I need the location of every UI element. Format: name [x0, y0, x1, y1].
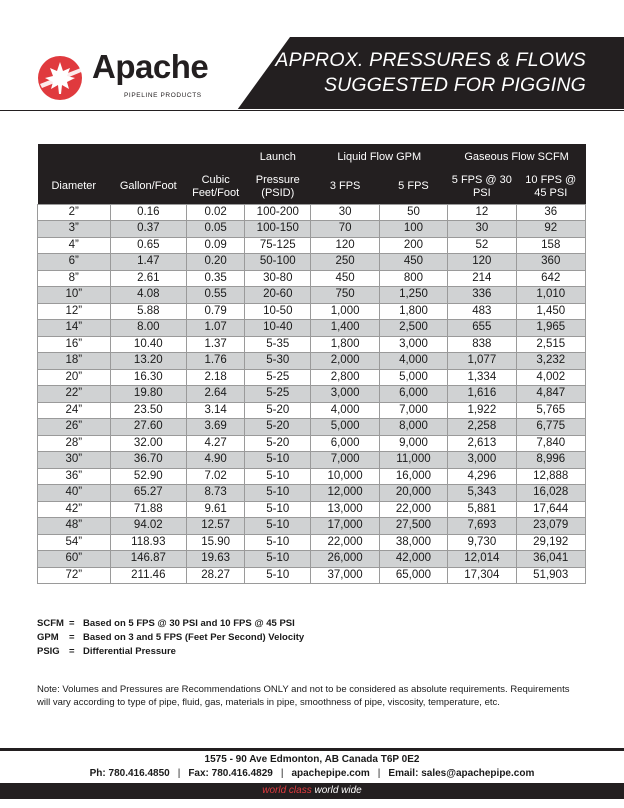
- cell-gas-30psi: 5,881: [448, 501, 516, 518]
- cell-liquid-5fps: 2,500: [379, 320, 447, 337]
- legend-row-psig: [37, 645, 304, 659]
- cell-gas-45psi: 8,996: [516, 452, 585, 469]
- cell-liquid-3fps: 1,400: [311, 320, 379, 337]
- cell-cubic-feet-per-foot: 2.18: [187, 369, 245, 386]
- cell-gallon-per-foot: 13.20: [110, 353, 187, 370]
- cell-cubic-feet-per-foot: 2.64: [187, 386, 245, 403]
- legend-text: Based on 5 FPS @ 30 PSI and 10 FPS @ 45 PSI: [83, 618, 295, 629]
- cell-diameter: 54”: [38, 534, 111, 551]
- cell-liquid-3fps: 70: [311, 221, 379, 238]
- cell-cubic-feet-per-foot: 15.90: [187, 534, 245, 551]
- table-row: [38, 567, 586, 584]
- cell-diameter: 8”: [38, 270, 111, 287]
- cell-liquid-3fps: 22,000: [311, 534, 379, 551]
- cell-diameter: 22”: [38, 386, 111, 403]
- cell-gallon-per-foot: 65.27: [110, 485, 187, 502]
- cell-pressure: 10-50: [245, 303, 311, 320]
- cell-diameter: 16”: [38, 336, 111, 353]
- cell-gallon-per-foot: 71.88: [110, 501, 187, 518]
- cell-liquid-5fps: 27,500: [379, 518, 447, 535]
- footer-separator: |: [177, 768, 181, 779]
- table-row: [38, 402, 586, 419]
- cell-cubic-feet-per-foot: 9.61: [187, 501, 245, 518]
- cell-gallon-per-foot: 0.37: [110, 221, 187, 238]
- cell-gas-45psi: 360: [516, 254, 585, 271]
- column-header-5fps: 5 FPS: [379, 170, 447, 204]
- cell-liquid-3fps: 7,000: [311, 452, 379, 469]
- header-blank: [110, 144, 187, 170]
- cell-gallon-per-foot: 32.00: [110, 435, 187, 452]
- cell-gas-45psi: 6,775: [516, 419, 585, 436]
- cell-liquid-5fps: 22,000: [379, 501, 447, 518]
- cell-pressure: 100-150: [245, 221, 311, 238]
- cell-liquid-5fps: 3,000: [379, 336, 447, 353]
- cell-gallon-per-foot: 94.02: [110, 518, 187, 535]
- footer-website-link[interactable]: apachepipe.com: [291, 768, 370, 779]
- cell-gas-30psi: 1,077: [448, 353, 516, 370]
- cell-cubic-feet-per-foot: 12.57: [187, 518, 245, 535]
- maple-leaf-icon: [36, 54, 88, 102]
- cell-gas-45psi: 23,079: [516, 518, 585, 535]
- cell-gas-45psi: 158: [516, 237, 585, 254]
- table-row: [38, 237, 586, 254]
- cell-cubic-feet-per-foot: 1.37: [187, 336, 245, 353]
- table-row: [38, 287, 586, 304]
- cell-gallon-per-foot: 8.00: [110, 320, 187, 337]
- cell-gas-45psi: 36: [516, 204, 585, 221]
- cell-gallon-per-foot: 27.60: [110, 419, 187, 436]
- page-title: [275, 48, 586, 98]
- column-header-gallon: Gallon/Foot: [110, 170, 187, 204]
- cell-diameter: 6”: [38, 254, 111, 271]
- legend-abbr: SCFM: [37, 618, 64, 629]
- cell-liquid-3fps: 750: [311, 287, 379, 304]
- table-row: [38, 336, 586, 353]
- cell-cubic-feet-per-foot: 4.27: [187, 435, 245, 452]
- cell-gas-30psi: 52: [448, 237, 516, 254]
- cell-cubic-feet-per-foot: 3.14: [187, 402, 245, 419]
- cell-liquid-3fps: 1,800: [311, 336, 379, 353]
- cell-gas-45psi: 642: [516, 270, 585, 287]
- footer-email-link[interactable]: Email: sales@apachepipe.com: [388, 768, 535, 779]
- column-header-3fps: 3 FPS: [311, 170, 379, 204]
- cell-pressure: 5-20: [245, 419, 311, 436]
- cell-pressure: 5-10: [245, 468, 311, 485]
- cell-gas-30psi: 214: [448, 270, 516, 287]
- cell-gas-45psi: 92: [516, 221, 585, 238]
- cell-gallon-per-foot: 4.08: [110, 287, 187, 304]
- cell-liquid-3fps: 5,000: [311, 419, 379, 436]
- group-header-gaseous: Gaseous Flow SCFM: [448, 144, 586, 170]
- cell-liquid-5fps: 6,000: [379, 386, 447, 403]
- cell-cubic-feet-per-foot: 8.73: [187, 485, 245, 502]
- cell-liquid-3fps: 450: [311, 270, 379, 287]
- cell-liquid-3fps: 17,000: [311, 518, 379, 535]
- cell-gallon-per-foot: 1.47: [110, 254, 187, 271]
- cell-pressure: 5-30: [245, 353, 311, 370]
- cell-gas-30psi: 2,258: [448, 419, 516, 436]
- table-row: [38, 485, 586, 502]
- cell-diameter: 36”: [38, 468, 111, 485]
- cell-pressure: 5-20: [245, 402, 311, 419]
- legend-text: Differential Pressure: [83, 646, 176, 657]
- table-row: [38, 270, 586, 287]
- footer-divider: [0, 748, 624, 751]
- table-row: [38, 386, 586, 403]
- legend-abbr: PSIG: [37, 646, 60, 657]
- cell-cubic-feet-per-foot: 0.55: [187, 287, 245, 304]
- column-header-scfm-45: 10 FPS @ 45 PSI: [516, 170, 585, 204]
- cell-cubic-feet-per-foot: 0.02: [187, 204, 245, 221]
- cell-cubic-feet-per-foot: 0.20: [187, 254, 245, 271]
- cell-gas-45psi: 2,515: [516, 336, 585, 353]
- cell-liquid-5fps: 9,000: [379, 435, 447, 452]
- cell-diameter: 28”: [38, 435, 111, 452]
- cell-gallon-per-foot: 36.70: [110, 452, 187, 469]
- cell-liquid-5fps: 20,000: [379, 485, 447, 502]
- logo-subtitle: PIPELINE PRODUCTS: [124, 92, 202, 99]
- cell-gallon-per-foot: 23.50: [110, 402, 187, 419]
- cell-liquid-5fps: 50: [379, 204, 447, 221]
- header-blank: [38, 144, 111, 170]
- cell-gas-30psi: 483: [448, 303, 516, 320]
- cell-gas-45psi: 51,903: [516, 567, 585, 584]
- column-header-scfm-30: 5 FPS @ 30 PSI: [448, 170, 516, 204]
- table-row: [38, 452, 586, 469]
- cell-cubic-feet-per-foot: 7.02: [187, 468, 245, 485]
- disclaimer-note: Note: Volumes and Pressures are Recommendations ONLY and not to be considered as absolute requirements. Requirements will vary according to type of pipe, fluid, gas, materials in pipe, smoothness of pipe, viscosity, temperature, etc.: [37, 684, 570, 708]
- pigging-flow-table: [37, 144, 586, 584]
- table-row: [38, 369, 586, 386]
- cell-liquid-5fps: 1,800: [379, 303, 447, 320]
- cell-diameter: 24”: [38, 402, 111, 419]
- header-divider: [0, 110, 624, 111]
- group-header-liquid: Liquid Flow GPM: [311, 144, 448, 170]
- table-row: [38, 419, 586, 436]
- cell-cubic-feet-per-foot: 1.07: [187, 320, 245, 337]
- cell-cubic-feet-per-foot: 3.69: [187, 419, 245, 436]
- column-header-diameter: Diameter: [38, 170, 111, 204]
- cell-diameter: 40”: [38, 485, 111, 502]
- cell-pressure: 30-80: [245, 270, 311, 287]
- cell-liquid-3fps: 37,000: [311, 567, 379, 584]
- cell-diameter: 18”: [38, 353, 111, 370]
- column-header-pressure: Pressure (PSID): [245, 170, 311, 204]
- column-header-cubic: Cubic Feet/Foot: [187, 170, 245, 204]
- cell-liquid-5fps: 11,000: [379, 452, 447, 469]
- cell-diameter: 42”: [38, 501, 111, 518]
- cell-pressure: 100-200: [245, 204, 311, 221]
- cell-gas-45psi: 5,765: [516, 402, 585, 419]
- cell-diameter: 2”: [38, 204, 111, 221]
- cell-diameter: 60”: [38, 551, 111, 568]
- cell-gallon-per-foot: 19.80: [110, 386, 187, 403]
- cell-liquid-5fps: 200: [379, 237, 447, 254]
- cell-gas-45psi: 1,010: [516, 287, 585, 304]
- cell-gallon-per-foot: 118.93: [110, 534, 187, 551]
- abbreviation-legend: [37, 617, 304, 659]
- cell-gas-45psi: 12,888: [516, 468, 585, 485]
- cell-gas-30psi: 30: [448, 221, 516, 238]
- cell-pressure: 50-100: [245, 254, 311, 271]
- cell-diameter: 30”: [38, 452, 111, 469]
- cell-liquid-5fps: 450: [379, 254, 447, 271]
- cell-cubic-feet-per-foot: 19.63: [187, 551, 245, 568]
- cell-gas-30psi: 838: [448, 336, 516, 353]
- apache-logo: [36, 48, 226, 104]
- cell-diameter: 20”: [38, 369, 111, 386]
- cell-pressure: 5-10: [245, 485, 311, 502]
- cell-gas-30psi: 336: [448, 287, 516, 304]
- cell-pressure: 5-10: [245, 551, 311, 568]
- footer-separator: |: [377, 768, 381, 779]
- cell-cubic-feet-per-foot: 0.09: [187, 237, 245, 254]
- table-body: [38, 204, 586, 584]
- cell-gallon-per-foot: 52.90: [110, 468, 187, 485]
- cell-gas-45psi: 4,002: [516, 369, 585, 386]
- table-row: [38, 303, 586, 320]
- cell-gas-45psi: 29,192: [516, 534, 585, 551]
- cell-gas-30psi: 2,613: [448, 435, 516, 452]
- cell-gallon-per-foot: 2.61: [110, 270, 187, 287]
- cell-cubic-feet-per-foot: 0.79: [187, 303, 245, 320]
- footer-separator: |: [280, 768, 284, 779]
- logo-name: Apache: [92, 48, 209, 85]
- cell-liquid-5fps: 1,250: [379, 287, 447, 304]
- title-line-2: SUGGESTED FOR PIGGING: [323, 74, 586, 96]
- cell-gas-45psi: 1,450: [516, 303, 585, 320]
- cell-liquid-3fps: 1,000: [311, 303, 379, 320]
- cell-gas-45psi: 16,028: [516, 485, 585, 502]
- cell-gas-30psi: 3,000: [448, 452, 516, 469]
- table-row: [38, 534, 586, 551]
- cell-liquid-3fps: 2,000: [311, 353, 379, 370]
- cell-liquid-3fps: 6,000: [311, 435, 379, 452]
- header-blank: [187, 144, 245, 170]
- cell-pressure: 5-10: [245, 567, 311, 584]
- cell-gallon-per-foot: 146.87: [110, 551, 187, 568]
- cell-liquid-3fps: 2,800: [311, 369, 379, 386]
- table-row: [38, 468, 586, 485]
- cell-gas-45psi: 3,232: [516, 353, 585, 370]
- tagline-world-wide: world wide: [314, 785, 362, 796]
- cell-liquid-5fps: 65,000: [379, 567, 447, 584]
- cell-gallon-per-foot: 0.16: [110, 204, 187, 221]
- cell-liquid-5fps: 16,000: [379, 468, 447, 485]
- table-row: [38, 254, 586, 271]
- footer-contact: [0, 768, 624, 779]
- cell-pressure: 5-25: [245, 369, 311, 386]
- legend-equals: =: [69, 618, 75, 629]
- tagline-world-class: world class: [262, 785, 312, 796]
- cell-gallon-per-foot: 10.40: [110, 336, 187, 353]
- cell-gas-45psi: 17,644: [516, 501, 585, 518]
- legend-row-gpm: [37, 631, 304, 645]
- cell-liquid-5fps: 38,000: [379, 534, 447, 551]
- cell-pressure: 5-10: [245, 452, 311, 469]
- cell-diameter: 3”: [38, 221, 111, 238]
- cell-liquid-3fps: 3,000: [311, 386, 379, 403]
- cell-gas-45psi: 1,965: [516, 320, 585, 337]
- cell-liquid-5fps: 42,000: [379, 551, 447, 568]
- cell-gas-30psi: 12: [448, 204, 516, 221]
- cell-gas-30psi: 1,922: [448, 402, 516, 419]
- cell-cubic-feet-per-foot: 4.90: [187, 452, 245, 469]
- cell-gas-30psi: 12,014: [448, 551, 516, 568]
- cell-liquid-3fps: 120: [311, 237, 379, 254]
- footer-phone: Ph: 780.416.4850: [89, 768, 170, 779]
- table-row: [38, 435, 586, 452]
- cell-pressure: 75-125: [245, 237, 311, 254]
- cell-pressure: 5-10: [245, 534, 311, 551]
- cell-diameter: 72”: [38, 567, 111, 584]
- legend-equals: =: [69, 632, 75, 643]
- cell-gas-30psi: 1,334: [448, 369, 516, 386]
- cell-gas-30psi: 655: [448, 320, 516, 337]
- cell-pressure: 5-20: [245, 435, 311, 452]
- cell-gas-30psi: 5,343: [448, 485, 516, 502]
- cell-liquid-3fps: 13,000: [311, 501, 379, 518]
- cell-cubic-feet-per-foot: 0.05: [187, 221, 245, 238]
- cell-gas-45psi: 36,041: [516, 551, 585, 568]
- cell-gas-30psi: 120: [448, 254, 516, 271]
- cell-pressure: 5-25: [245, 386, 311, 403]
- table-row: [38, 353, 586, 370]
- cell-liquid-5fps: 100: [379, 221, 447, 238]
- cell-liquid-3fps: 250: [311, 254, 379, 271]
- cell-diameter: 12”: [38, 303, 111, 320]
- footer-address: 1575 - 90 Ave Edmonton, AB Canada T6P 0E2: [204, 754, 420, 765]
- cell-gas-30psi: 4,296: [448, 468, 516, 485]
- cell-liquid-5fps: 7,000: [379, 402, 447, 419]
- cell-pressure: 5-35: [245, 336, 311, 353]
- cell-gas-45psi: 4,847: [516, 386, 585, 403]
- cell-liquid-5fps: 8,000: [379, 419, 447, 436]
- cell-liquid-3fps: 12,000: [311, 485, 379, 502]
- cell-gas-30psi: 17,304: [448, 567, 516, 584]
- legend-equals: =: [69, 646, 75, 657]
- title-line-1: APPROX. PRESSURES & FLOWS: [275, 49, 586, 71]
- legend-row-scfm: [37, 617, 304, 631]
- table-row: [38, 501, 586, 518]
- cell-pressure: 10-40: [245, 320, 311, 337]
- cell-diameter: 14”: [38, 320, 111, 337]
- group-header-launch: Launch: [245, 144, 311, 170]
- cell-liquid-5fps: 4,000: [379, 353, 447, 370]
- footer-tagline-band: [0, 783, 624, 799]
- cell-liquid-5fps: 800: [379, 270, 447, 287]
- cell-gallon-per-foot: 16.30: [110, 369, 187, 386]
- table-row: [38, 221, 586, 238]
- cell-gallon-per-foot: 5.88: [110, 303, 187, 320]
- cell-pressure: 20-60: [245, 287, 311, 304]
- cell-gas-30psi: 1,616: [448, 386, 516, 403]
- table-row: [38, 320, 586, 337]
- cell-liquid-3fps: 26,000: [311, 551, 379, 568]
- cell-gas-45psi: 7,840: [516, 435, 585, 452]
- cell-cubic-feet-per-foot: 28.27: [187, 567, 245, 584]
- cell-gallon-per-foot: 211.46: [110, 567, 187, 584]
- table-row: [38, 518, 586, 535]
- cell-gas-30psi: 7,693: [448, 518, 516, 535]
- footer-fax: Fax: 780.416.4829: [188, 768, 273, 779]
- cell-gallon-per-foot: 0.65: [110, 237, 187, 254]
- cell-liquid-3fps: 4,000: [311, 402, 379, 419]
- cell-liquid-3fps: 30: [311, 204, 379, 221]
- legend-abbr: GPM: [37, 632, 59, 643]
- cell-diameter: 10”: [38, 287, 111, 304]
- cell-gas-30psi: 9,730: [448, 534, 516, 551]
- cell-diameter: 4”: [38, 237, 111, 254]
- cell-liquid-5fps: 5,000: [379, 369, 447, 386]
- cell-cubic-feet-per-foot: 0.35: [187, 270, 245, 287]
- cell-liquid-3fps: 10,000: [311, 468, 379, 485]
- legend-text: Based on 3 and 5 FPS (Feet Per Second) Velocity: [83, 632, 305, 643]
- cell-diameter: 26”: [38, 419, 111, 436]
- cell-cubic-feet-per-foot: 1.76: [187, 353, 245, 370]
- cell-pressure: 5-10: [245, 501, 311, 518]
- cell-pressure: 5-10: [245, 518, 311, 535]
- table-row: [38, 204, 586, 221]
- cell-diameter: 48”: [38, 518, 111, 535]
- table-row: [38, 551, 586, 568]
